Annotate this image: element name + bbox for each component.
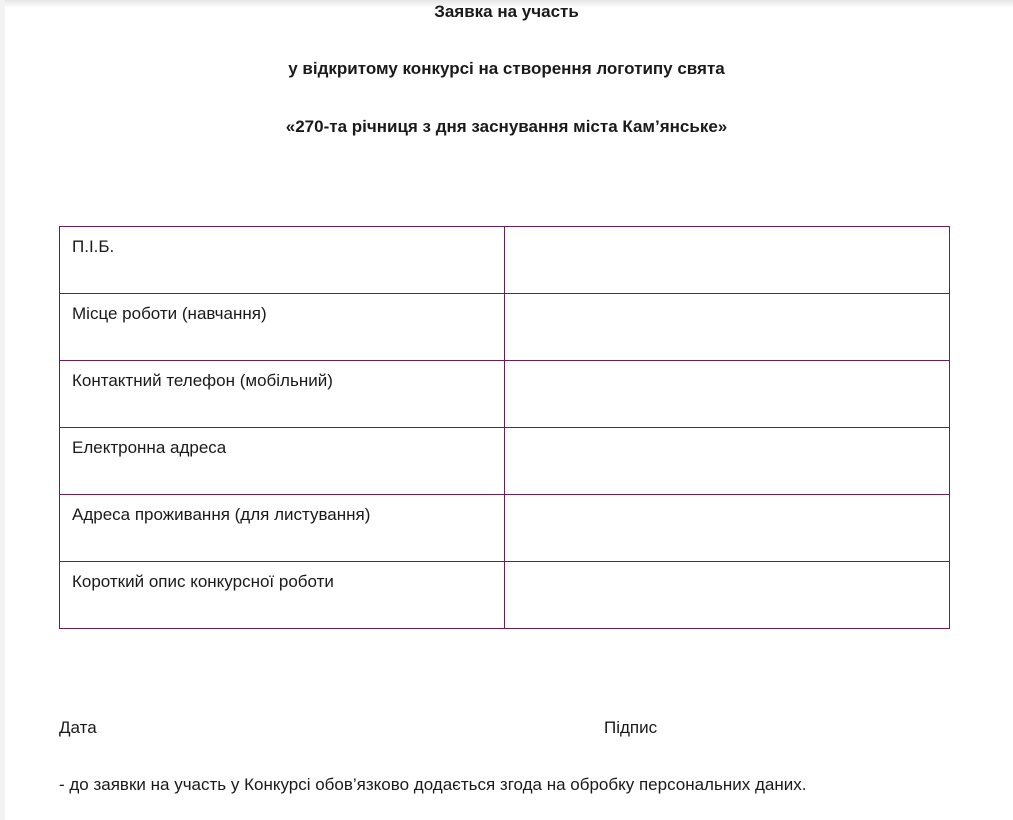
row-value-full-name[interactable] [505, 227, 950, 294]
table-row [60, 495, 950, 562]
document-subtitle: у відкритому конкурсі на створення логотипу свята [288, 59, 725, 78]
table-row [60, 562, 950, 629]
row-value-email[interactable] [505, 428, 950, 495]
row-label-address: Адреса проживання (для листування) [60, 495, 505, 562]
row-label-workplace: Місце роботи (навчання) [60, 294, 505, 361]
consent-note: - до заявки на участь у Конкурсі обов’язково додається згода на обробку персональних даних. [59, 775, 807, 794]
row-label-full-name: П.І.Б. [60, 227, 505, 294]
table-row [60, 227, 950, 294]
table-row [60, 428, 950, 495]
row-label-email: Електронна адреса [60, 428, 505, 495]
document-title: Заявка на участь [434, 2, 579, 21]
signature-label: Підпис [604, 718, 658, 737]
row-value-description[interactable] [505, 562, 950, 629]
table-row [60, 294, 950, 361]
row-value-address[interactable] [505, 495, 950, 562]
row-label-description: Короткий опис конкурсної роботи [60, 562, 505, 629]
application-form-table [59, 226, 950, 629]
date-label: Дата [59, 718, 97, 737]
row-label-phone: Контактний телефон (мобільний) [60, 361, 505, 428]
row-value-phone[interactable] [505, 361, 950, 428]
document-event-title: «270-та річниця з дня заснування міста Кам’янське» [285, 117, 728, 136]
table-row [60, 361, 950, 428]
row-value-workplace[interactable] [505, 294, 950, 361]
